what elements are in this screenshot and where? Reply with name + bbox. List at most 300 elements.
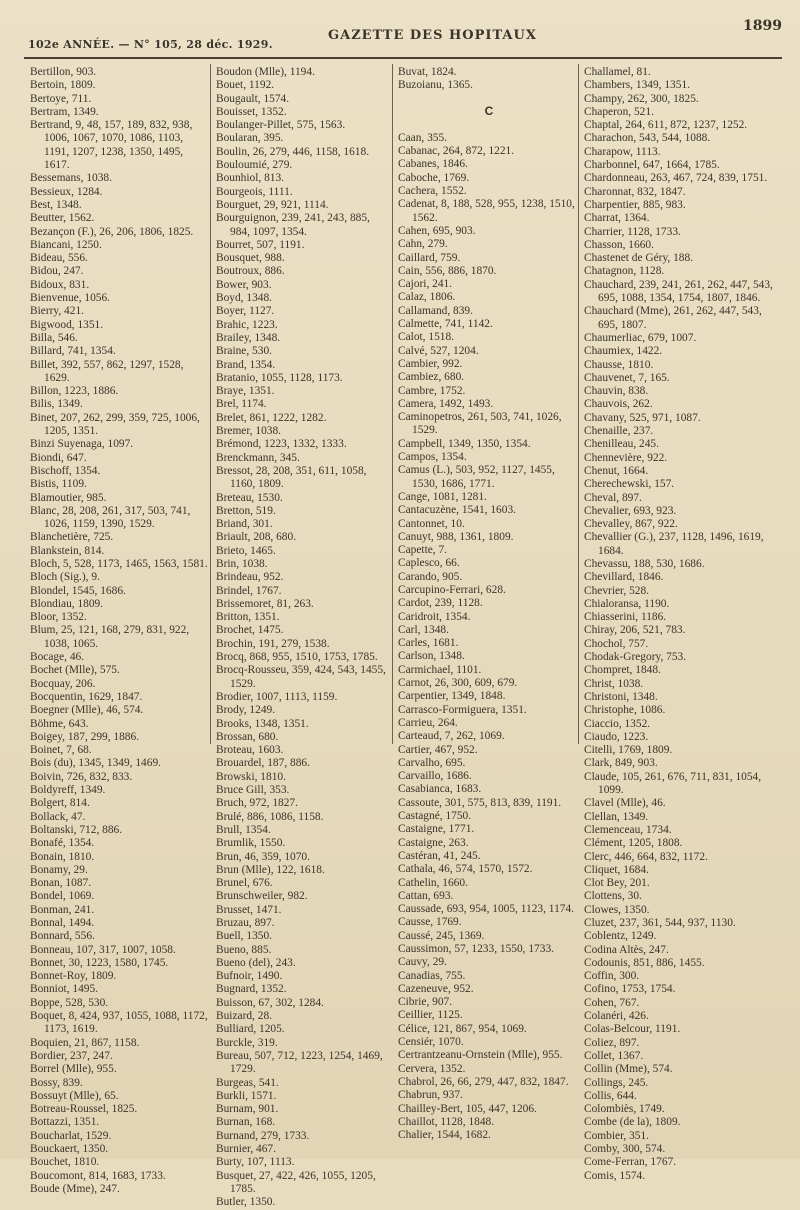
index-entry: Buvat, 1824. <box>398 66 457 78</box>
index-entry: Breteau, 1530. <box>216 491 283 504</box>
index-entry: Canuyt, 988, 1361, 1809. <box>398 530 514 543</box>
index-entry: Bossy, 839. <box>30 1076 83 1089</box>
index-entry: Bolgert, 814. <box>30 797 90 810</box>
index-entry: Collis, 644. <box>584 1089 637 1102</box>
index-entry: Cardot, 239, 1128. <box>398 597 483 610</box>
index-entry: Bouisset, 1352. <box>216 105 287 118</box>
index-entry: Chaptal, 264, 611, 872, 1237, 1252. <box>584 119 748 132</box>
index-entry: Colombiès, 1749. <box>584 1103 665 1116</box>
index-entry: Chambers, 1349, 1351. <box>584 79 690 92</box>
index-entry: Cervera, 1352. <box>398 1062 466 1075</box>
index-entry: Caboche, 1769. <box>398 171 470 184</box>
index-entry: Bounhiol, 813. <box>216 172 285 185</box>
index-entry: Chausse, 1810. <box>584 358 654 371</box>
index-entry: Browski, 1810. <box>216 770 286 783</box>
index-entry: Chauvois, 262. <box>584 398 653 411</box>
index-entry: Cibrie, 907. <box>398 996 453 1009</box>
index-entry: Cabanes, 1846. <box>398 158 468 171</box>
index-entry: Champy, 262, 300, 1825. <box>584 92 699 105</box>
index-entry: Chochol, 757. <box>584 637 649 650</box>
index-entry: Cahen, 695, 903. <box>398 224 476 237</box>
index-entry: Cartier, 467, 952. <box>398 743 478 756</box>
index-entry: Come-Ferran, 1767. <box>584 1156 677 1169</box>
index-entry: Chailley-Bert, 105, 447, 1206. <box>398 1102 537 1115</box>
index-entry: Brindeau, 952. <box>216 571 284 584</box>
index-entry: Calaz, 1806. <box>398 291 456 304</box>
index-entry: Cambre, 1752. <box>398 384 466 397</box>
index-entry: Chenilleau, 245. <box>584 438 659 451</box>
index-entry: Certrantzeanu-Ornstein (Mlle), 955. <box>398 1049 563 1062</box>
index-entry: Cathala, 46, 574, 1570, 1572. <box>398 863 533 876</box>
index-entry: Boutroux, 886. <box>216 265 285 278</box>
index-entry: Blum, 25, 121, 168, 279, 831, 922, 1038, 1065. <box>30 624 190 650</box>
index-entry: Cajori, 241. <box>398 278 453 291</box>
index-entry: Christ, 1038. <box>584 677 644 690</box>
index-entry: Castaigne, 263. <box>398 836 469 849</box>
index-entry: Bouet, 1192. <box>216 79 275 92</box>
index-entry: Brelet, 861, 1222, 1282. <box>216 411 327 424</box>
index-entry: Bois (du), 1345, 1349, 1469. <box>30 757 161 770</box>
index-entry: Campos, 1354. <box>398 451 467 464</box>
index-entry: Cluzet, 237, 361, 544, 937, 1130. <box>584 917 736 929</box>
index-entry: Clément, 1205, 1808. <box>584 837 683 850</box>
index-entry: Chauchard, 239, 241, 261, 262, 447, 543, 695, 1088, 1354, 1754, 1807, 1846. <box>584 278 773 305</box>
index-entry: Carlson, 1348. <box>398 650 465 663</box>
index-entry: Calot, 1518. <box>398 331 455 344</box>
index-entry: Combier, 351. <box>584 1129 650 1142</box>
index-entry: Chabrun, 937. <box>398 1089 463 1102</box>
index-entry: Coliez, 897. <box>584 1036 640 1049</box>
index-entry: Codina Altès, 247. <box>584 943 669 956</box>
index-entry: Cain, 556, 886, 1870. <box>398 264 497 277</box>
index-entry: Bondel, 1069. <box>30 890 95 903</box>
index-entry: Boucharlat, 1529. <box>30 1129 112 1142</box>
index-entry: Boularan, 395. <box>216 132 284 145</box>
index-entry: Bonnard, 556. <box>30 930 95 943</box>
index-entry: Brin, 1038. <box>216 557 268 570</box>
index-entry: Carvalho, 695. <box>398 756 466 769</box>
index-entry: Boulanger-Pillet, 575, 1563. <box>216 119 346 132</box>
index-entry: Burnier, 467. <box>216 1143 276 1156</box>
index-entry: Cauvy, 29. <box>398 956 447 969</box>
index-entry: Bessemans, 1038. <box>30 172 112 185</box>
index-entry: Coffin, 300. <box>584 970 640 983</box>
index-entry: Bollack, 47. <box>30 810 86 823</box>
index-entry: Cazeneuve, 952. <box>398 982 474 995</box>
index-entry: Combe (de la), 1809. <box>584 1116 681 1129</box>
index-entry: Cahn, 279. <box>398 238 448 251</box>
index-entry: Colas-Belcour, 1191. <box>584 1023 681 1036</box>
index-entry: Carrasco-Formiguera, 1351. <box>398 703 527 716</box>
index-entry: Chalier, 1544, 1682. <box>398 1129 491 1142</box>
index-column-2 <box>216 66 392 1210</box>
index-entry: Busquet, 27, 422, 426, 1055, 1205, 1785. <box>216 1169 376 1195</box>
index-entry: Clavel (Mlle), 46. <box>584 797 666 810</box>
index-entry: Christoni, 1348. <box>584 690 658 703</box>
index-entry: Boyd, 1348. <box>216 292 273 305</box>
index-entry: Challamel, 81. <box>584 66 651 78</box>
index-entry: Biancani, 1250. <box>30 238 102 251</box>
index-entry: Caussimon, 57, 1233, 1550, 1733. <box>398 943 554 955</box>
index-entry: Brull, 1354. <box>216 823 271 836</box>
index-entry: Bonniot, 1495. <box>30 983 99 996</box>
index-entry: Chardonneau, 263, 467, 724, 839, 1751. <box>584 172 768 185</box>
index-entry: Carcupino-Ferrari, 628. <box>398 583 506 596</box>
index-entry: Binzi Suyenaga, 1097. <box>30 438 134 451</box>
index-entry: Brumlik, 1550. <box>216 837 286 850</box>
index-entry: Briault, 208, 680. <box>216 531 297 544</box>
index-entry: Bochet (Mlle), 575. <box>30 664 120 677</box>
index-entry: Bonman, 241. <box>30 903 95 916</box>
index-entry: Chevalier, 693, 923. <box>584 504 677 517</box>
index-entry: Bonnet, 30, 1223, 1580, 1745. <box>30 956 169 969</box>
index-entry: Billa, 546. <box>30 331 78 344</box>
index-entry: Bressot, 28, 208, 351, 611, 1058, 1160, 1809. <box>216 464 367 491</box>
index-entry: Cantonnet, 10. <box>398 517 465 530</box>
index-entry: Biondi, 647. <box>30 451 87 464</box>
index-entry: Cabanac, 264, 872, 1221. <box>398 145 515 158</box>
index-entry: Chevalley, 867, 922. <box>584 518 678 531</box>
column-divider <box>392 64 393 744</box>
index-entry: Botreau-Roussel, 1825. <box>30 1103 138 1116</box>
index-entry: Bruzau, 897. <box>216 917 275 929</box>
index-entry: Chaillot, 1128, 1848. <box>398 1115 495 1128</box>
index-entry: Brel, 1174. <box>216 398 267 411</box>
index-entry: Chevillard, 1846. <box>584 571 664 584</box>
index-entry: Bloch (Sig.), 9. <box>30 571 100 584</box>
index-entry: Caridroit, 1354. <box>398 610 471 623</box>
index-entry: Censiér, 1070. <box>398 1036 464 1049</box>
index-entry: Cheval, 897. <box>584 491 642 504</box>
index-entry: Brenckmann, 345. <box>216 451 300 464</box>
index-entry: Burckle, 319. <box>216 1036 278 1049</box>
index-entry: Carmichael, 1101. <box>398 663 482 676</box>
index-entry: Bertrand, 9, 48, 157, 189, 832, 938, 1006, 1067, 1070, 1086, 1103, 1191, 1207, 1238, 1350, 1495, 1617. <box>30 119 193 172</box>
index-entry: Collings, 245. <box>584 1076 649 1089</box>
index-entry: Bremer, 1038. <box>216 425 282 438</box>
index-entry: Chenut, 1664. <box>584 464 649 477</box>
index-entry: Carrieu, 264. <box>398 716 458 729</box>
index-entry: Burgeas, 541. <box>216 1076 279 1089</box>
page-number: 1899 <box>743 18 782 34</box>
index-entry: Brunschweiler, 982. <box>216 890 308 903</box>
index-entry: Carl, 1348. <box>398 623 449 636</box>
index-entry: Cantacuzène, 1541, 1603. <box>398 504 516 517</box>
index-entry: Castéran, 41, 245. <box>398 849 481 862</box>
index-entry: Causse, 1769. <box>398 916 462 929</box>
index-entry: Chatagnon, 1128. <box>584 265 665 278</box>
index-entry: Bonnal, 1494. <box>30 917 95 929</box>
index-entry: Clemenceau, 1734. <box>584 823 672 836</box>
index-entry: Chasson, 1660. <box>584 238 654 251</box>
index-entry: Bourgeois, 1111. <box>216 185 293 198</box>
index-entry: Comis, 1574. <box>584 1169 646 1182</box>
index-entry: Brand, 1354. <box>216 358 276 371</box>
index-entry: Chialoransa, 1190. <box>584 597 670 610</box>
index-entry: Chabrol, 26, 66, 279, 447, 832, 1847. <box>398 1075 569 1088</box>
index-entry: Clottens, 30. <box>584 890 642 903</box>
index-entry: Brouardel, 187, 886. <box>216 757 310 770</box>
index-entry: Chavany, 525, 971, 1087. <box>584 411 701 424</box>
index-entry: Best, 1348. <box>30 198 82 211</box>
index-entry: Bienvenue, 1056. <box>30 292 111 305</box>
index-entry: Buizard, 28. <box>216 1010 272 1023</box>
index-entry: Burnan, 168. <box>216 1116 276 1129</box>
index-entry: Colanéri, 426. <box>584 1010 649 1023</box>
index-entry: Brissemoret, 81, 263. <box>216 597 314 610</box>
index-entry: Clerc, 446, 664, 832, 1172. <box>584 850 708 863</box>
index-entry: Capette, 7. <box>398 544 448 557</box>
index-entry: Bouckaert, 1350. <box>30 1143 109 1156</box>
index-entry: Brun, 46, 359, 1070. <box>216 850 310 863</box>
index-entry: Billard, 741, 1354. <box>30 345 116 358</box>
index-entry: Bueno, 885. <box>216 943 272 956</box>
index-entry: Bugnard, 1352. <box>216 983 287 996</box>
index-entry: Bretton, 519. <box>216 504 276 517</box>
index-entry: Cattan, 693. <box>398 889 454 902</box>
index-entry: Campbell, 1349, 1350, 1354. <box>398 437 531 450</box>
index-entry: Castagné, 1750. <box>398 810 472 823</box>
index-column-1 <box>30 66 210 1196</box>
index-entry: Claude, 105, 261, 676, 711, 831, 1054, 1099. <box>584 770 762 797</box>
index-entry: Brooks, 1348, 1351. <box>216 717 309 730</box>
index-entry: Buell, 1350. <box>216 930 273 943</box>
index-entry: Cathelin, 1660. <box>398 876 468 889</box>
header-rule <box>24 57 782 59</box>
index-entry: Bocquentin, 1629, 1847. <box>30 690 143 703</box>
index-entry: Charrier, 1128, 1733. <box>584 225 681 238</box>
index-entry: Bonafé, 1354. <box>30 837 95 850</box>
index-entry: Boyer, 1127. <box>216 305 275 318</box>
index-entry: Brahic, 1223. <box>216 318 278 331</box>
index-entry: Beutter, 1562. <box>30 212 95 225</box>
index-entry: Brieto, 1465. <box>216 544 276 557</box>
index-entry: Boquet, 8, 424, 937, 1055, 1088, 1172, 1173, 1619. <box>30 1010 208 1036</box>
index-entry: Cachera, 1552. <box>398 185 467 198</box>
index-entry: Collet, 1367. <box>584 1049 644 1062</box>
index-entry: Blondel, 1545, 1686. <box>30 584 126 597</box>
index-entry: Bocage, 46. <box>30 651 85 664</box>
index-entry: Collin (Mme), 574. <box>584 1063 673 1076</box>
index-entry: Carando, 905. <box>398 570 463 583</box>
index-entry: Bousquet, 988. <box>216 252 285 265</box>
index-entry: Boivin, 726, 832, 833. <box>30 770 133 783</box>
index-entry: Brocq-Rousseu, 359, 424, 543, 1455, 1529. <box>216 664 386 690</box>
section-letter: C <box>484 103 494 118</box>
index-entry: Charonnat, 832, 1847. <box>584 185 686 198</box>
index-entry: Blankstein, 814. <box>30 544 105 557</box>
index-entry: Brocq, 868, 955, 1510, 1753, 1785. <box>216 651 378 664</box>
index-entry: Buisson, 67, 302, 1284. <box>216 996 324 1009</box>
index-entry: Bonnet-Roy, 1809. <box>30 970 117 983</box>
index-column-4 <box>584 66 784 1183</box>
index-entry: Bertram, 1349. <box>30 105 99 118</box>
index-entry: Chevrier, 528. <box>584 584 650 597</box>
index-entry: Bourret, 507, 1191. <box>216 238 305 251</box>
index-entry: Cadenat, 8, 188, 528, 955, 1238, 1510, 1562. <box>398 198 575 224</box>
index-entry: Cliquet, 1684. <box>584 863 649 876</box>
index-entry: Caillard, 759. <box>398 251 461 264</box>
index-entry: Chauvenet, 7, 165. <box>584 371 670 384</box>
index-entry: Comby, 300, 574. <box>584 1143 666 1156</box>
column-divider <box>210 64 211 744</box>
index-entry: Bourguignon, 239, 241, 243, 885, 984, 1097, 1354. <box>216 212 370 238</box>
index-entry: Bidou, 247. <box>30 265 84 278</box>
index-entry: Bonain, 1810. <box>30 850 95 863</box>
index-entry: Calmette, 741, 1142. <box>398 318 493 331</box>
index-entry: Braye, 1351. <box>216 385 275 398</box>
index-entry: Blanc, 28, 208, 261, 317, 503, 741, 1026, 1159, 1390, 1529. <box>30 504 191 531</box>
index-entry: Clellan, 1349. <box>584 810 649 823</box>
index-entry: Broteau, 1603. <box>216 744 284 757</box>
index-entry: Bloch, 5, 528, 1173, 1465, 1563, 1581. <box>30 557 208 570</box>
index-entry: Blondiau, 1809. <box>30 597 104 610</box>
index-entry: Ceillier, 1125. <box>398 1009 463 1022</box>
index-entry: Bouchet, 1810. <box>30 1156 100 1169</box>
index-entry: Boquien, 21, 867, 1158. <box>30 1036 140 1049</box>
index-entry: Carteaud, 7, 262, 1069. <box>398 730 505 743</box>
page-header <box>28 18 788 60</box>
index-entry: Carvaillo, 1686. <box>398 770 472 783</box>
index-entry: Brossan, 680. <box>216 730 279 743</box>
index-entry: Cofino, 1753, 1754. <box>584 983 676 996</box>
index-entry: Calvé, 527, 1204. <box>398 344 479 357</box>
index-entry: Citelli, 1769, 1809. <box>584 744 673 757</box>
index-entry: Chenaille, 237. <box>584 425 654 438</box>
index-entry: Chevallier (G.), 237, 1128, 1496, 1619, 1684. <box>584 531 764 557</box>
index-entry: Blamoutier, 985. <box>30 491 107 504</box>
index-entry: Charpentier, 885, 983. <box>584 198 686 211</box>
index-entry: Bufnoir, 1490. <box>216 970 283 983</box>
index-entry: Ciaudo, 1223. <box>584 730 649 743</box>
index-entry: Clot Bey, 201. <box>584 877 650 890</box>
index-entry: Camera, 1492, 1493. <box>398 397 494 410</box>
index-entry: Brailey, 1348. <box>216 331 281 344</box>
index-entry: Cassoute, 301, 575, 813, 839, 1191. <box>398 796 562 809</box>
index-entry: Bonamy, 29. <box>30 863 88 876</box>
index-entry: Camus (L.), 503, 952, 1127, 1455, 1530, 1686, 1771. <box>398 464 555 490</box>
index-entry: Chompret, 1848. <box>584 664 661 677</box>
index-entry: Codounis, 851, 886, 1455. <box>584 956 705 969</box>
index-entry: Brindel, 1767. <box>216 584 282 597</box>
index-entry: Butler, 1350. <box>216 1196 276 1209</box>
index-entry: Britton, 1351. <box>216 611 280 624</box>
index-entry: Bertoin, 1809. <box>30 79 96 92</box>
index-entry: Cherechewski, 157. <box>584 478 675 491</box>
index-entry: Bruch, 972, 1827. <box>216 797 298 810</box>
index-entry: Burnam, 901. <box>216 1103 279 1116</box>
index-entry: Carles, 1681. <box>398 637 459 650</box>
index-entry: Burty, 107, 1113. <box>216 1156 295 1169</box>
index-entry: Chodak-Gregory, 753. <box>584 651 687 664</box>
index-entry: Bessieux, 1284. <box>30 185 103 198</box>
index-entry: Caan, 355. <box>398 131 448 144</box>
index-entry: Bordier, 237, 247. <box>30 1049 113 1062</box>
index-entry: Boegner (Mlle), 46, 574. <box>30 704 144 717</box>
index-entry: Bueno (del), 243. <box>216 956 296 969</box>
index-entry: Bistis, 1109. <box>30 478 87 491</box>
index-entry: Caminopetros, 261, 503, 741, 1026, 1529. <box>398 411 562 437</box>
index-entry: Canadias, 755. <box>398 969 466 982</box>
index-entry: Bertillon, 903. <box>30 66 97 78</box>
index-entry: Briand, 301. <box>216 518 273 531</box>
index-entry: Clark, 849, 903. <box>584 757 658 770</box>
index-entry: Boltanski, 712, 886. <box>30 823 123 836</box>
index-entry: Brulé, 886, 1086, 1158. <box>216 810 324 823</box>
index-entry: Brémond, 1223, 1332, 1333. <box>216 438 347 451</box>
index-entry: Chastenet de Géry, 188. <box>584 252 694 265</box>
index-entry: Bideau, 556. <box>30 252 88 265</box>
index-entry: Bureau, 507, 712, 1223, 1254, 1469, 1729. <box>216 1049 383 1076</box>
index-entry: Böhme, 643. <box>30 717 89 730</box>
index-entry: Chiray, 206, 521, 783. <box>584 624 686 637</box>
issue-info: 102e ANNÉE. — N° 105, 28 déc. 1929. <box>28 38 273 51</box>
index-entry: Callamand, 839. <box>398 304 473 317</box>
index-entry: Charapow, 1113. <box>584 145 661 158</box>
index-entry: Billet, 392, 557, 862, 1297, 1528, 1629. <box>30 358 184 384</box>
index-entry: Castaigne, 1771. <box>398 823 475 836</box>
index-entry: Bocquay, 206. <box>30 677 96 690</box>
index-entry: Binet, 207, 262, 299, 359, 725, 1006, 1205, 1351. <box>30 411 200 438</box>
index-entry: Caussé, 245, 1369. <box>398 929 485 942</box>
index-entry: Braine, 530. <box>216 345 272 358</box>
index-entry: Bigwood, 1351. <box>30 318 104 331</box>
index-entry: Bonan, 1087. <box>30 877 92 890</box>
index-entry: Borrel (Mlle), 955. <box>30 1063 117 1076</box>
journal-title: GAZETTE DES HOPITAUX <box>328 28 537 43</box>
index-entry: Bourguet, 29, 921, 1114. <box>216 198 329 211</box>
index-entry: Boldyreff, 1349. <box>30 784 106 797</box>
index-entry: Cambier, 992. <box>398 357 463 370</box>
index-entry: Chaumerliac, 679, 1007. <box>584 331 697 344</box>
index-entry: Bezançon (F.), 26, 206, 1806, 1825. <box>30 225 194 238</box>
index-entry: Bonneau, 107, 317, 1007, 1058. <box>30 943 176 956</box>
index-entry: Bloor, 1352. <box>30 611 87 624</box>
index-entry: Cohen, 767. <box>584 996 640 1009</box>
index-entry: Bower, 903. <box>216 278 272 291</box>
index-entry: Chennevière, 922. <box>584 451 668 464</box>
index-entry: Christophe, 1086. <box>584 704 666 717</box>
index-entry: Charachon, 543, 544, 1088. <box>584 132 711 145</box>
index-entry: Bischoff, 1354. <box>30 464 101 477</box>
index-entry: Clowes, 1350. <box>584 903 650 916</box>
index-entry: Buzoianu, 1365. <box>398 79 473 92</box>
index-entry: Boudon (Mlle), 1194. <box>216 66 315 78</box>
index-entry: Chaumiex, 1422. <box>584 345 663 358</box>
index-entry: Bossuyt (Mlle), 65. <box>30 1089 119 1102</box>
index-entry: Boigey, 187, 299, 1886. <box>30 730 140 743</box>
index-entry: Boppe, 528, 530. <box>30 996 109 1009</box>
index-entry: Boude (Mme), 247. <box>30 1182 120 1195</box>
index-entry: Célice, 121, 867, 954, 1069. <box>398 1022 527 1035</box>
index-entry: Chiasserini, 1186. <box>584 611 667 624</box>
index-entry: Bruce Gill, 353. <box>216 784 290 797</box>
index-entry: Bertoye, 711. <box>30 92 92 105</box>
index-entry: Cambiez, 680. <box>398 371 465 384</box>
index-entry: Ciaccio, 1352. <box>584 717 651 730</box>
index-entry: Bierry, 421. <box>30 305 84 318</box>
index-entry: Chaperon, 521. <box>584 105 654 118</box>
index-entry: Brochet, 1475. <box>216 624 284 637</box>
index-entry: Burnand, 279, 1733. <box>216 1129 310 1142</box>
index-entry: Chauchard (Mme), 261, 262, 447, 543, 695, 1807. <box>584 305 762 331</box>
index-entry: Boulin, 26, 279, 446, 1158, 1618. <box>216 145 370 158</box>
index-entry: Caplesco, 66. <box>398 557 460 570</box>
index-entry: Bidoux, 831. <box>30 278 90 291</box>
index-entry: Chauvin, 838. <box>584 385 649 398</box>
index-entry: Boinet, 7, 68. <box>30 744 92 757</box>
index-entry: Bulliard, 1205. <box>216 1023 285 1036</box>
